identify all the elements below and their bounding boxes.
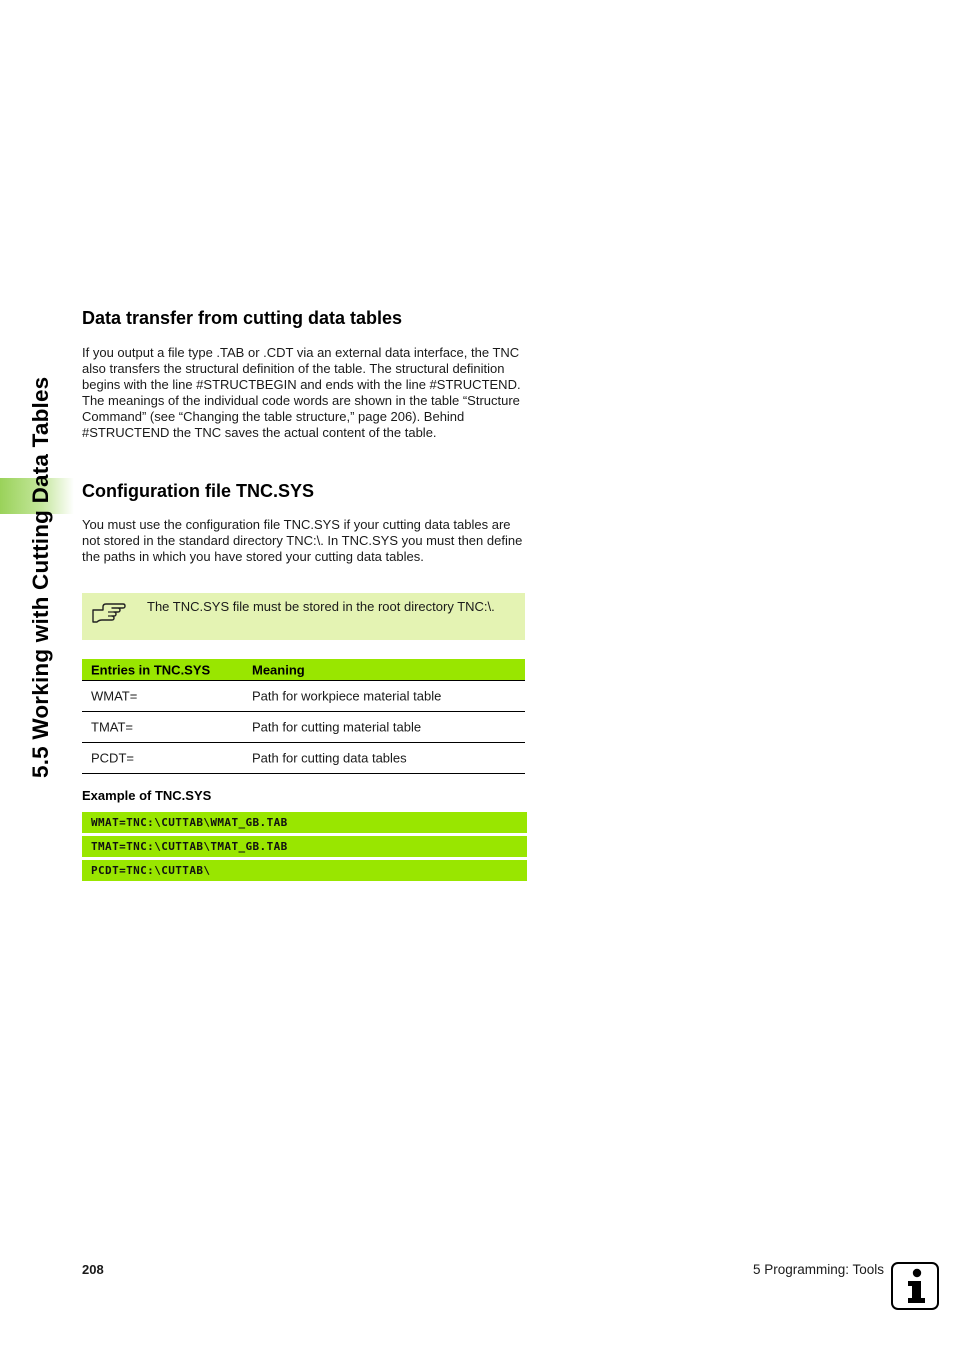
entries-table [82,659,525,774]
table-cell-meaning: Path for cutting data tables [252,750,407,766]
footer-chapter: 5 Programming: Tools [752,1262,884,1277]
code-line [82,860,527,881]
table-header-meaning: Meaning [252,662,305,677]
example-heading: Example of TNC.SYS [82,788,212,803]
section-heading-configuration: Configuration file TNC.SYS [82,481,314,501]
table-header-entries: Entries in TNC.SYS [91,662,211,677]
table-row [82,743,525,774]
table-cell-entry: PCDT= [91,750,134,766]
table-row [82,712,525,743]
code-text: PCDT=TNC:\CUTTAB\ [91,864,211,877]
table-cell-entry: TMAT= [91,719,134,735]
info-glyph-icon [893,1264,937,1308]
table-cell-entry: WMAT= [91,688,138,704]
section-heading-data-transfer: Data transfer from cutting data tables [82,308,403,328]
table-header-row [82,659,525,681]
side-chapter-title: 5.5 Working with Cutting Data Tables [28,376,53,778]
table-cell-meaning: Path for cutting material table [252,719,422,735]
code-text: WMAT=TNC:\CUTTAB\WMAT_GB.TAB [91,816,288,829]
code-text: TMAT=TNC:\CUTTAB\TMAT_GB.TAB [91,840,288,853]
info-icon [891,1262,939,1310]
section-body-data-transfer: If you output a file type .TAB or .CDT via an external data interface, the TNC also transfers the structural definition of the table. The structural definition begins with the line #STRUCTBEGIN and ends with the line #STRUCTEND. The meanings of the individual code words are shown in the table “Structure Command” (see “Changing the table structure,” page 206). Behind #STRUCTEND the TNC saves the actual content of the table. [82,345,521,440]
code-line [82,836,527,857]
note-box [82,593,525,640]
section-body-configuration: You must use the configuration file TNC.SYS if your cutting data tables are not stored in the standard directory TNC:\. In TNC.SYS you must then define the paths in which you have stored your cutting data tables. [82,517,523,564]
note-text: The TNC.SYS file must be stored in the root directory TNC:\. [147,599,495,614]
pointing-hand-icon [90,601,126,629]
code-line [82,812,527,833]
table-cell-meaning: Path for workpiece material table [252,688,442,704]
table-row [82,681,525,712]
page-number: 208 [82,1262,104,1277]
